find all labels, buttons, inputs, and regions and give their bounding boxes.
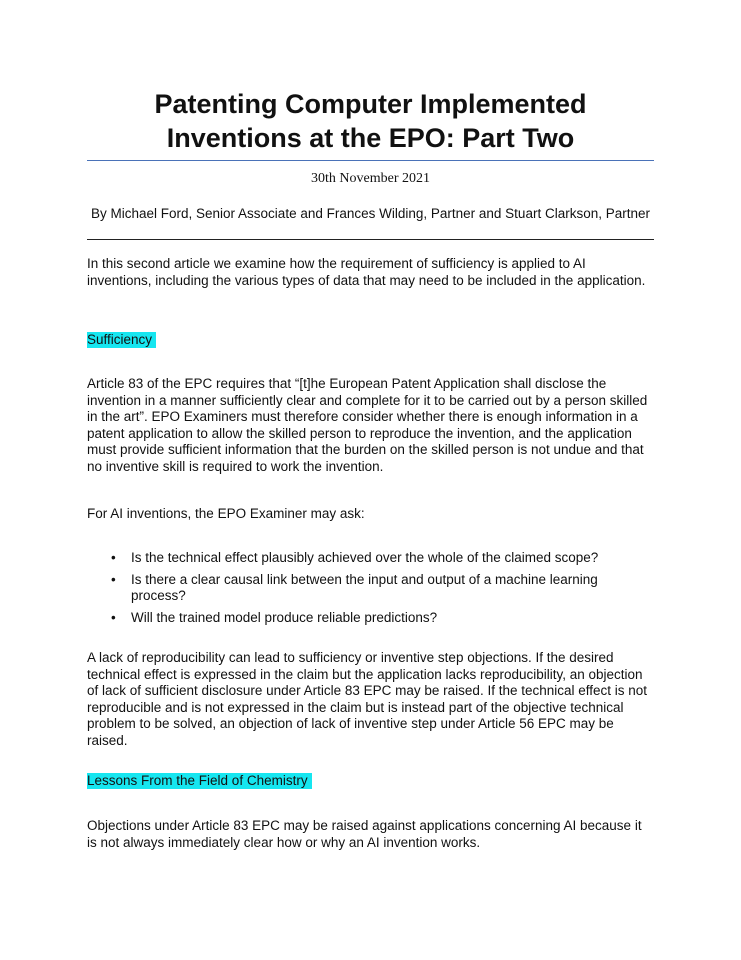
- section-heading-chemistry-text: Lessons From the Field of Chemistry: [87, 773, 312, 789]
- list-item: [87, 572, 654, 605]
- bullet-icon: •: [111, 609, 116, 625]
- section-heading-sufficiency: [87, 332, 156, 349]
- bullet-icon: •: [111, 571, 116, 587]
- author-byline: By Michael Ford, Senior Associate and Frances Wilding, Partner and Stuart Clarkson, Partner: [90, 206, 650, 221]
- article-83-paragraph: Article 83 of the EPC requires that “[t]he European Patent Application shall disclose the invention in a manner sufficiently clear and complete for it to be carried out by a person skilled in the art”. EPO Examiners must therefore consider whether there is enough information in a patent application to allow the skilled person to reproduce the invention, and the application must provide sufficient information that the burden on the skilled person is not undue and that no inventive skill is required to work the invention.: [87, 376, 648, 474]
- list-item-text: Is there a clear causal link between the input and output of a machine learning process?: [131, 571, 598, 604]
- title-divider: [87, 160, 654, 161]
- byline-divider: [87, 239, 654, 240]
- examiner-questions-intro: For AI inventions, the EPO Examiner may ask:: [87, 506, 365, 521]
- examiner-questions-list: [87, 550, 654, 631]
- article-title-line-1: Patenting Computer Implemented: [154, 89, 587, 119]
- list-item-text: Will the trained model produce reliable predictions?: [131, 609, 438, 625]
- section-heading-sufficiency-text: Sufficiency: [87, 332, 156, 348]
- objections-paragraph: Objections under Article 83 EPC may be raised against applications concerning AI because it is not always immediately clear how or why an AI invention works.: [87, 818, 642, 850]
- intro-paragraph: In this second article we examine how the requirement of sufficiency is applied to AI inventions, including the various types of data that may need to be included in the application.: [87, 256, 646, 288]
- bullet-icon: •: [111, 550, 116, 565]
- reproducibility-paragraph: A lack of reproducibility can lead to sufficiency or inventive step objections. If the desired technical effect is expressed in the claim but the application lacks reproducibility, an objection of lack of sufficient disclosure under Article 83 EPC may be raised. If the technical effect is not reproducible and is not expressed in the claim but is instead part of the objective technical problem to be solved, an objection of lack of inventive step under Article 56 EPC may be raised.: [87, 650, 648, 748]
- section-heading-chemistry: [87, 773, 312, 790]
- list-item-text: Is the technical effect plausibly achieved over the whole of the claimed scope?: [131, 550, 599, 565]
- article-title: [87, 87, 654, 155]
- list-item: [87, 610, 654, 627]
- article-title-line-2: Inventions at the EPO: Part Two: [166, 123, 575, 153]
- list-item: [87, 550, 654, 567]
- publication-date: 30th November 2021: [311, 171, 430, 186]
